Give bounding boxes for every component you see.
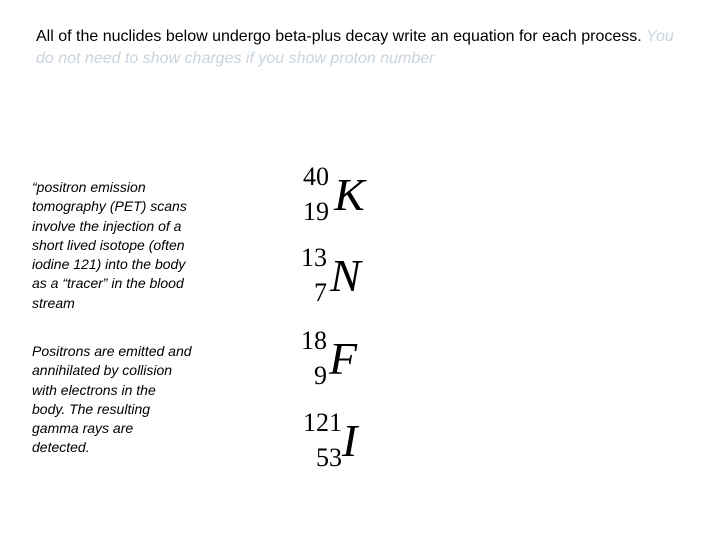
atomic-number: 7 bbox=[314, 278, 327, 307]
question-text: All of the nuclides below undergo beta-plus decay write an equation for each process. bbox=[36, 28, 647, 45]
mass-number: 40 bbox=[303, 162, 329, 191]
hint-text: You do not need to show charges if you show proton number bbox=[36, 28, 674, 67]
element-symbol: N bbox=[330, 250, 361, 301]
nuclide-fluorine bbox=[298, 328, 418, 406]
mass-number: 13 bbox=[301, 243, 327, 272]
positron-note: Positrons are emitted and annihilated by collision with electrons in the body. The resulting gamma rays are detected. bbox=[32, 343, 192, 456]
nuclide-iodine bbox=[298, 410, 418, 488]
element-symbol: K bbox=[334, 169, 365, 220]
question-heading bbox=[36, 26, 676, 70]
element-symbol: F bbox=[329, 333, 358, 384]
pet-note: “positron emission tomography (PET) scans involve the injection of a short lived isotope (often iodine 121) into the body as a “tracer” in the blood stream bbox=[32, 179, 187, 311]
nuclide-potassium bbox=[298, 164, 418, 242]
mass-number: 18 bbox=[301, 326, 327, 355]
atomic-number: 53 bbox=[316, 443, 342, 472]
mass-number: 121 bbox=[303, 408, 342, 437]
atomic-number: 9 bbox=[314, 361, 327, 390]
element-symbol: I bbox=[342, 415, 358, 466]
nuclide-nitrogen bbox=[298, 245, 418, 323]
atomic-number: 19 bbox=[303, 197, 329, 226]
